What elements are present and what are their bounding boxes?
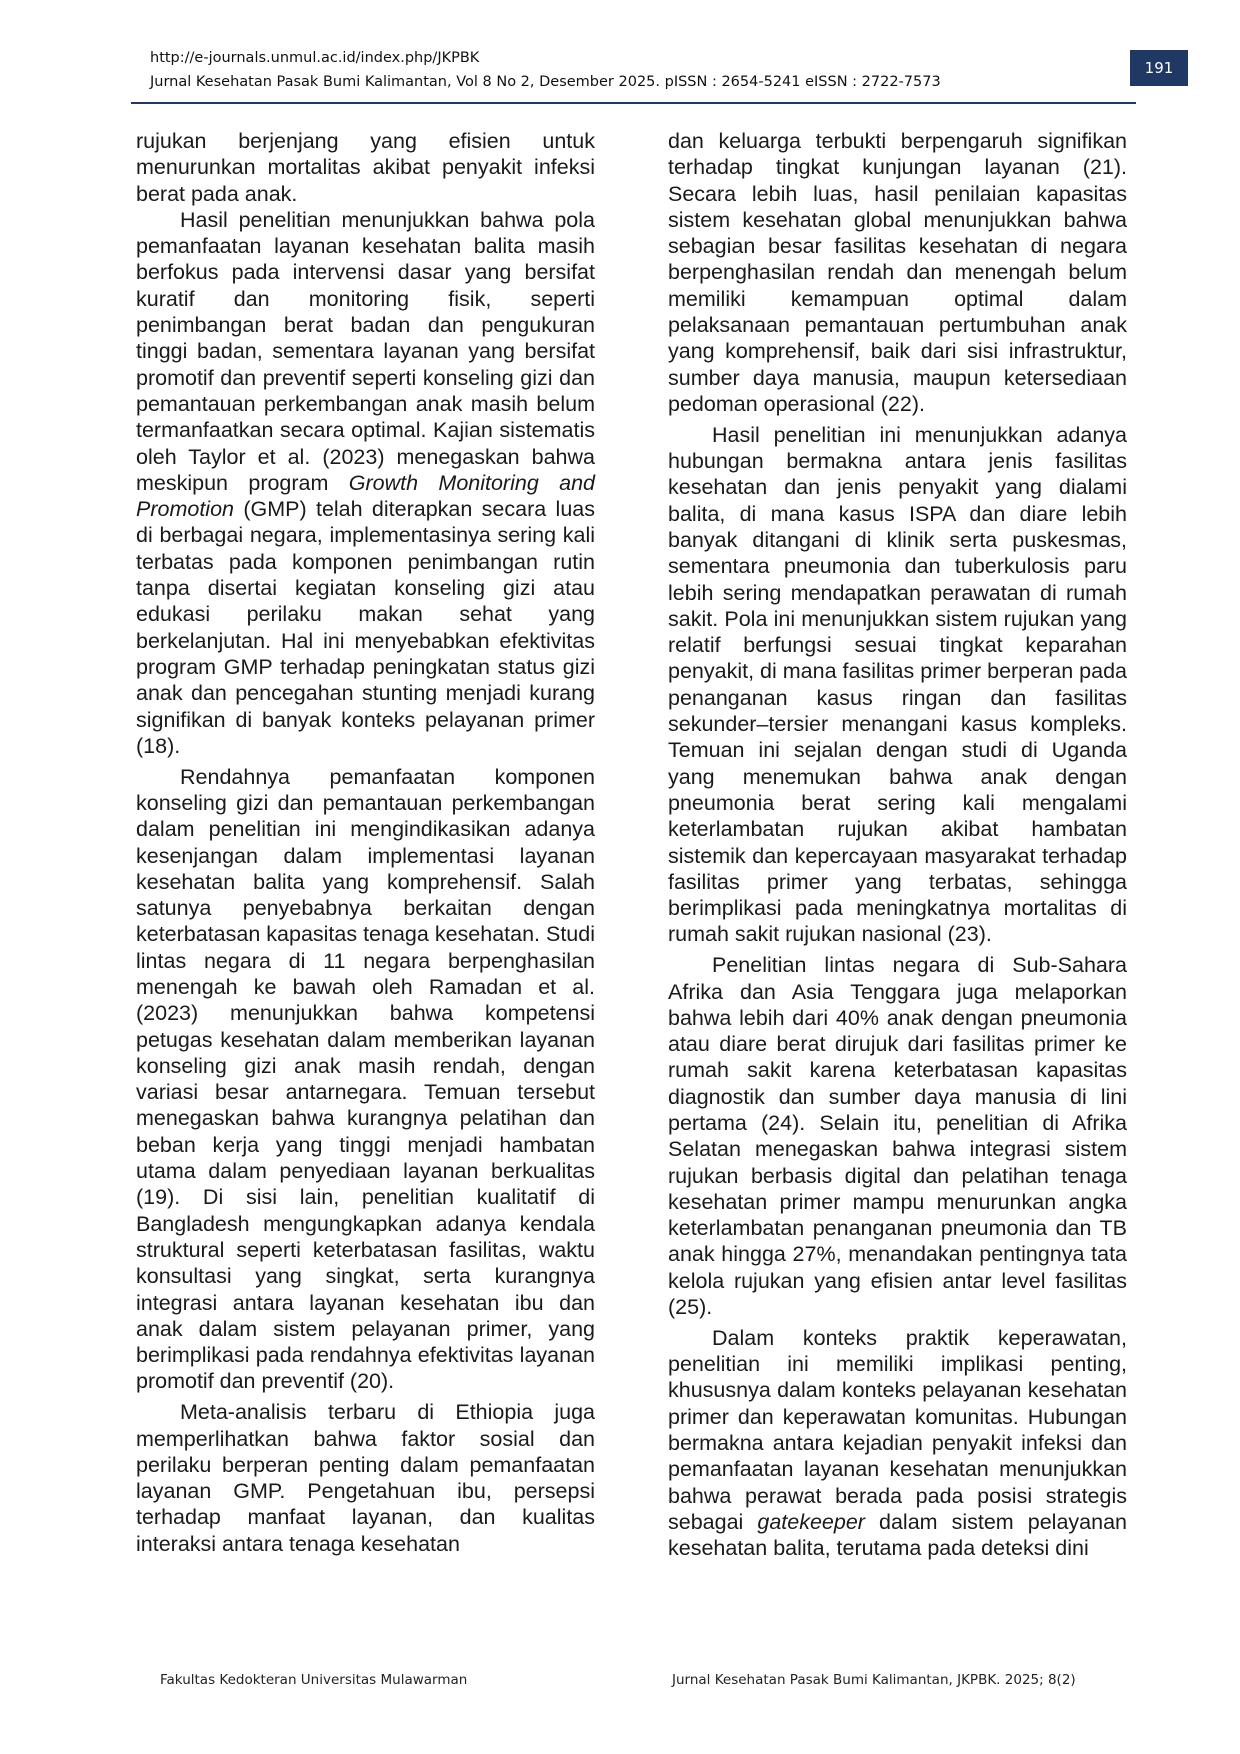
paragraph: Penelitian lintas negara di Sub-Sahara Afrika dan Asia Tenggara juga melaporkan bahwa lebih dari 40% anak dengan pneumonia atau diare berat dirujuk dari fasilitas primer ke rumah sakit karena keterbatasan kapasitas diagnostik dan sumber daya manusia di lini pertama (24). Selain itu, penelitian di Afrika Selatan menegaskan bahwa integrasi sistem rujukan berbasis digital dan pelatihan tenaga kesehatan primer mampu menurunkan angka keterlambatan penanganan pneumonia dan TB anak hingga 27%, menandakan pentingnya tata kelola rujukan yang efisien antar level fasilitas (25). (668, 953, 1127, 1320)
text-run: dalam sistem pelayanan kesehatan balita, terutama pada deteksi dini (668, 1509, 1127, 1561)
paragraph (668, 1325, 1127, 1562)
header-divider (131, 102, 1136, 104)
footer-journal-citation: Jurnal Kesehatan Pasak Bumi Kalimantan, JKPBK. 2025; 8(2) (672, 1672, 1076, 1688)
text-run: (GMP) telah diterapkan secara luas di berbagai negara, implementasinya sering kali terbatas pada komponen penimbangan rutin tanpa disertai kegiatan konseling gizi atau edukasi perilaku makan sehat yang berkelanjutan. Hal ini menyebabkan efektivitas program GMP terhadap peningkatan status gizi anak dan pencegahan stunting menjadi kurang signifikan di banyak konteks pelayanan primer (18). (136, 497, 595, 758)
text-run: Hasil penelitian menunjukkan bahwa pola pemanfaatan layanan kesehatan balita masih berfokus pada intervensi dasar yang bersifat kuratif dan monitoring fisik, seperti penimbangan berat badan dan pengukuran tinggi badan, sementara layanan yang bersifat promotif dan preventif seperti konseling gizi dan pemantauan perkembangan anak masih belum termanfaatkan secara optimal. Kajian sistematis oleh Taylor et al. (2023) menegaskan bahwa meskipun program (136, 207, 595, 495)
right-text-column (668, 128, 1127, 1566)
paragraph: Hasil penelitian ini menunjukkan adanya hubungan bermakna antara jenis fasilitas kesehatan dan jenis penyakit yang dialami balita, di mana kasus ISPA dan diare lebih banyak ditangani di klinik serta puskesmas, sementara pneumonia dan tuberkulosis paru lebih sering mendapatkan perawatan di rumah sakit. Pola ini menunjukkan sistem rujukan yang relatif berfungsi sesuai tingkat keparahan penyakit, di mana fasilitas primer berperan pada penanganan kasus ringan dan fasilitas sekunder–tersier menangani kasus kompleks. Temuan ini sejalan dengan studi di Uganda yang menemukan bahwa anak dengan pneumonia berat sering kali mengalami keterlambatan rujukan akibat hambatan sistemik dan kepercayaan masyarakat terhadap fasilitas primer yang terbatas, sehingga berimplikasi pada meningkatnya mortalitas di rumah sakit rujukan nasional (23). (668, 422, 1127, 947)
paragraph: rujukan berjenjang yang efisien untuk menurunkan mortalitas akibat penyakit infeksi berat pada anak. (136, 129, 595, 206)
paragraph (136, 207, 595, 759)
paragraph: Meta-analisis terbaru di Ethiopia juga memperlihatkan bahwa faktor sosial dan perilaku berperan penting dalam pemanfaatan layanan GMP. Pengetahuan ibu, persepsi terhadap manfaat layanan, dan kualitas interaksi antara tenaga kesehatan (136, 1400, 595, 1556)
footer-institution: Fakultas Kedokteran Universitas Mulawarman (160, 1672, 468, 1688)
italic-term: gatekeeper (757, 1509, 865, 1534)
text-run: Dalam konteks praktik keperawatan, penelitian ini memiliki implikasi penting, khususnya dalam konteks pelayanan kesehatan primer dan keperawatan komunitas. Hubungan bermakna antara kejadian penyakit infeksi dan pemanfaatan layanan kesehatan menunjukkan bahwa perawat berada pada posisi strategis sebagai (668, 1325, 1127, 1534)
italic-term: Growth Monitoring and Promotion (136, 470, 595, 522)
left-text-column (136, 128, 595, 1562)
journal-url[interactable]: http://e-journals.unmul.ac.id/index.php/JKPBK (150, 50, 480, 66)
paragraph: dan keluarga terbukti berpengaruh signifikan terhadap tingkat kunjungan layanan (21). Secara lebih luas, hasil penilaian kapasitas sistem kesehatan global menunjukkan bahwa sebagian besar fasilitas kesehatan di negara berpenghasilan rendah dan menengah belum memiliki kemampuan optimal dalam pelaksanaan pemantauan pertumbuhan anak yang komprehensif, baik dari sisi infrastruktur, sumber daya manusia, maupun ketersediaan pedoman operasional (22). (668, 129, 1127, 416)
page-number-badge: 191 (1130, 50, 1188, 86)
journal-citation-line: Jurnal Kesehatan Pasak Bumi Kalimantan, Vol 8 No 2, Desember 2025. pISSN : 2654-5241 eISSN : 2722-7573 (150, 74, 941, 90)
paragraph: Rendahnya pemanfaatan komponen konseling gizi dan pemantauan perkembangan dalam penelitian ini mengindikasikan adanya kesenjangan dalam implementasi layanan kesehatan balita yang komprehensif. Salah satunya penyebabnya berkaitan dengan keterbatasan kapasitas tenaga kesehatan. Studi lintas negara di 11 negara berpenghasilan menengah ke bawah oleh Ramadan et al. (2023) menunjukkan bahwa kompetensi petugas kesehatan dalam memberikan layanan konseling gizi anak masih rendah, dengan variasi besar antarnegara. Temuan tersebut menegaskan bahwa kurangnya pelatihan dan beban kerja yang tinggi menjadi hambatan utama dalam penyediaan layanan berkualitas (19). Di sisi lain, penelitian kualitatif di Bangladesh mengungkapkan adanya kendala struktural seperti keterbatasan fasilitas, waktu konsultasi yang singkat, serta kurangnya integrasi antara layanan kesehatan ibu dan anak dalam sistem pelayanan primer, yang berimplikasi pada rendahnya efektivitas layanan promotif dan preventif (20). (136, 764, 595, 1394)
